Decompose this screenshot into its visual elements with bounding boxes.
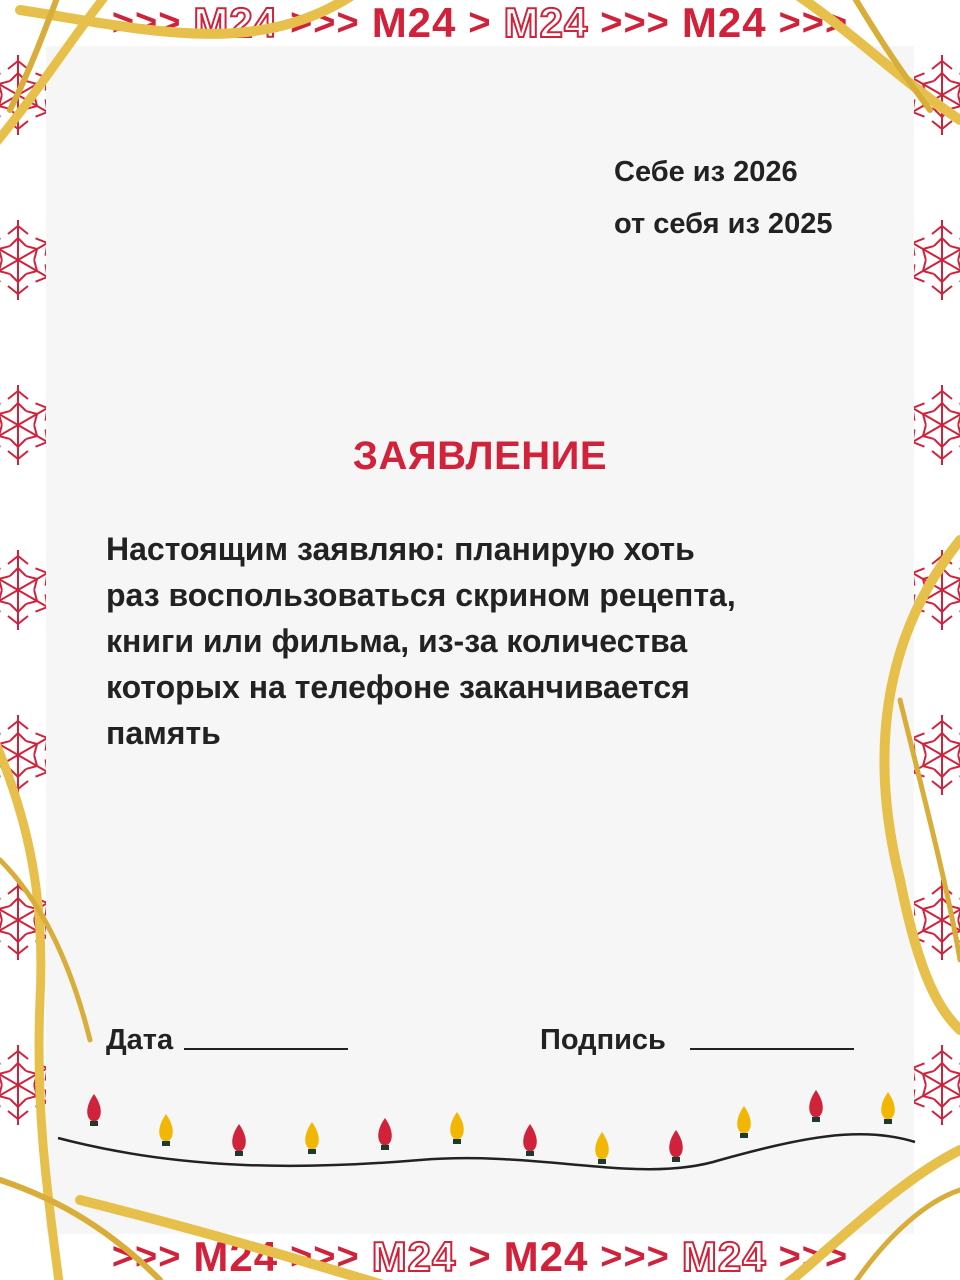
light-bulb-icon bbox=[305, 1122, 319, 1154]
light-bulb-icon bbox=[159, 1114, 173, 1146]
addressee-line: Себе из 2026 bbox=[614, 156, 798, 188]
light-bulb-icon bbox=[450, 1112, 464, 1144]
logo-text: М24 bbox=[193, 1234, 279, 1280]
logo-text: М24 bbox=[503, 0, 589, 46]
date-line bbox=[184, 1048, 348, 1050]
arrow-text: > bbox=[468, 1, 492, 44]
letter-body bbox=[106, 526, 846, 756]
garland-wire bbox=[58, 1134, 915, 1169]
arrow-text: > bbox=[468, 1235, 492, 1278]
body-line: память bbox=[106, 715, 221, 751]
logo-text: М24 bbox=[681, 0, 767, 46]
body-line: раз воспользоваться скрином рецепта, bbox=[106, 577, 736, 613]
arrows-text: >>> bbox=[600, 1235, 670, 1278]
light-bulb-icon bbox=[737, 1106, 751, 1138]
light-bulb-icon bbox=[87, 1094, 101, 1126]
light-bulb-icon bbox=[595, 1132, 609, 1164]
arrows-text: >>> bbox=[600, 1, 670, 44]
signature-label: Подпись bbox=[540, 1024, 666, 1056]
light-bulb-icon bbox=[378, 1118, 392, 1150]
logo-text: М24 bbox=[371, 0, 457, 46]
body-line: которых на телефоне заканчивается bbox=[106, 669, 690, 705]
garland bbox=[0, 1090, 960, 1190]
arrows-text: >>> bbox=[111, 1, 182, 44]
signature-line bbox=[690, 1048, 854, 1050]
letter-title: ЗАЯВЛЕНИЕ bbox=[352, 434, 608, 478]
arrows-text: >>> bbox=[111, 1235, 182, 1278]
arrows-text: >>> bbox=[290, 1, 360, 44]
arrows-text: >>> bbox=[290, 1235, 360, 1278]
addressee-block bbox=[614, 146, 832, 250]
addressee-line: от себя из 2025 bbox=[614, 208, 833, 240]
bottom-brand-strip bbox=[0, 1234, 960, 1280]
arrows-text: >>> bbox=[778, 1235, 849, 1278]
logo-text: М24 bbox=[681, 1234, 767, 1280]
logo-text: М24 bbox=[371, 1234, 457, 1280]
light-bulb-icon bbox=[809, 1090, 823, 1122]
date-label: Дата bbox=[106, 1024, 174, 1056]
light-bulb-icon bbox=[881, 1092, 895, 1124]
light-bulb-icon bbox=[523, 1124, 537, 1156]
light-bulb-icon bbox=[232, 1124, 246, 1156]
light-bulb-icon bbox=[669, 1130, 683, 1162]
logo-text: М24 bbox=[193, 0, 279, 46]
arrows-text: >>> bbox=[778, 1, 849, 44]
body-line: Настоящим заявляю: планирую хоть bbox=[106, 531, 695, 567]
body-line: книги или фильма, из-за количества bbox=[106, 623, 688, 659]
top-brand-strip bbox=[0, 0, 960, 46]
logo-text: М24 bbox=[503, 1234, 589, 1280]
